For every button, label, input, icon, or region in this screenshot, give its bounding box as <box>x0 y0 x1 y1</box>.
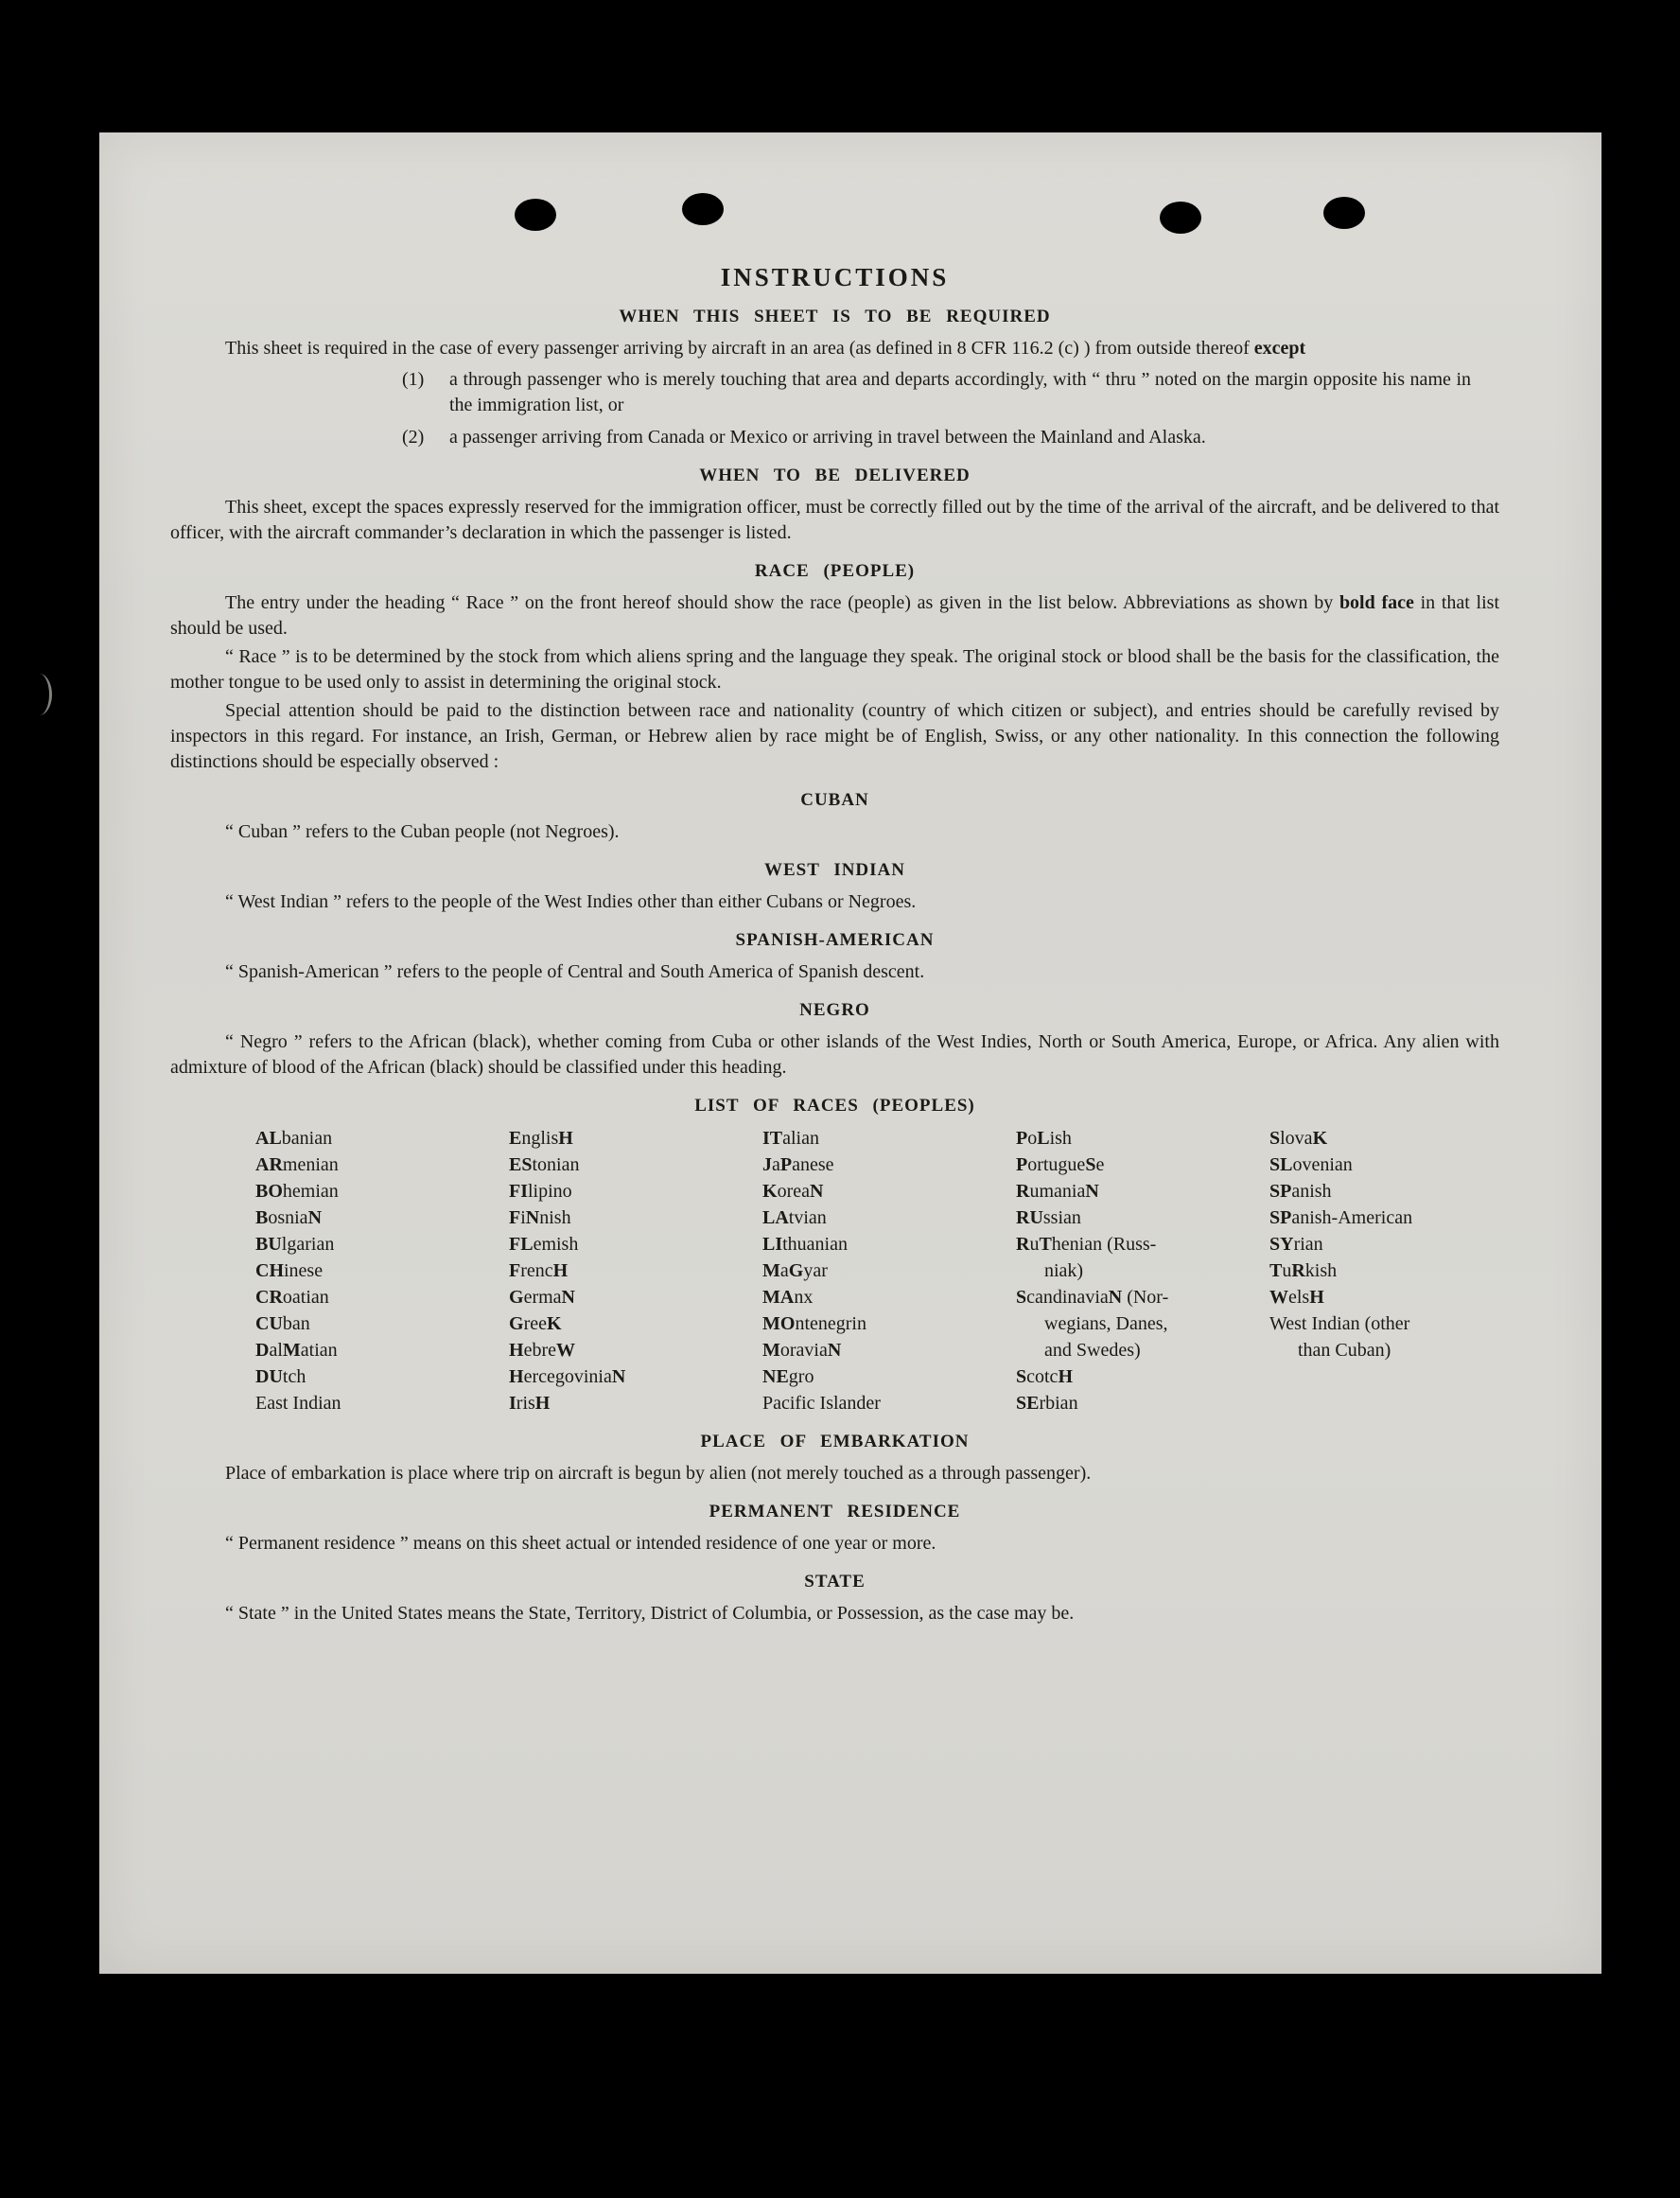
race-name-text: inese <box>284 1260 324 1281</box>
race-name-text: and Swedes) <box>1044 1340 1141 1361</box>
race-abbrev-letters: H <box>1309 1287 1324 1308</box>
race-name-text: nglis <box>521 1128 559 1149</box>
race-name-text: alian <box>782 1128 819 1149</box>
race-name-text: osnia <box>268 1207 308 1228</box>
race-name-text: renc <box>520 1260 553 1281</box>
race-name-text: u <box>1282 1260 1292 1281</box>
race-abbrev-letters: SP <box>1269 1207 1292 1228</box>
race-item <box>255 1257 509 1284</box>
race-item <box>1269 1125 1499 1152</box>
race-name-text: ebre <box>523 1340 556 1361</box>
race-abbrev-letters: SY <box>1269 1234 1294 1255</box>
race-abbrev-letters: BU <box>255 1234 282 1255</box>
race-name-text: tonian <box>532 1154 580 1175</box>
race-abbrev-letters: G <box>509 1287 524 1308</box>
race-abbrev-letters: N <box>525 1207 540 1228</box>
race-item <box>255 1284 509 1310</box>
paper-sheet <box>99 132 1601 1974</box>
race-abbrev-letters: MO <box>762 1313 796 1334</box>
race-name-text: ercegovinia <box>523 1366 612 1387</box>
race-item <box>1016 1152 1269 1178</box>
race-item <box>1269 1178 1499 1205</box>
race-item <box>509 1284 762 1310</box>
race-name-text: atian <box>300 1340 338 1361</box>
race-item <box>762 1231 1016 1257</box>
race-item <box>509 1178 762 1205</box>
race-name-text: anish <box>1291 1181 1332 1202</box>
race-item <box>1269 1257 1499 1284</box>
race-abbrev-letters: NE <box>762 1366 789 1387</box>
section-permanent-residence <box>170 1501 1499 1556</box>
race-abbrev-letters: S <box>1269 1128 1281 1149</box>
section-race-people <box>170 560 1499 775</box>
race-abbrev-letters: BO <box>255 1181 283 1202</box>
item-text: a through passenger who is merely touching that area and departs accordingly, with “ thru ” noted on the margin opposite his name in the immigration list, or <box>449 369 1471 415</box>
paragraph-when-required <box>170 336 1499 361</box>
race-item <box>1016 1284 1269 1310</box>
race-column <box>762 1125 1016 1416</box>
race-name-text: thuanian <box>782 1234 848 1255</box>
section-cuban <box>170 789 1499 845</box>
race-abbrev-letters: FL <box>509 1234 534 1255</box>
race-item <box>1269 1231 1499 1257</box>
exception-list <box>402 367 1471 450</box>
race-abbrev-letters: H <box>552 1260 569 1281</box>
paragraph-race-2: “ Race ” is to be determined by the stock from which aliens spring and the language they speak. The original stock or blood shall be the basis for the classification, the mother tongue to be used only to assist in determining the original stock. <box>170 646 1499 693</box>
paragraph-race-1 <box>170 590 1499 642</box>
race-abbrev-letters: DU <box>255 1366 283 1387</box>
paragraph-when-delivered: This sheet, except the spaces expressly reserved for the immigration officer, must be correctly filled out by the time of the arrival of the aircraft, and be delivered to that officer, with the aircraft commander’s declaration in which the passenger is listed. <box>170 497 1499 543</box>
race-abbrev-letters: S <box>1016 1287 1027 1308</box>
race-name-text: hemian <box>282 1181 339 1202</box>
race-abbrev-letters: J <box>762 1154 772 1175</box>
race-item <box>1269 1310 1499 1337</box>
race-name-text: ban <box>282 1313 310 1334</box>
race-name-text: Pacific Islander <box>762 1393 881 1414</box>
race-item <box>509 1363 762 1390</box>
race-item <box>1269 1284 1499 1310</box>
paragraph-text: The entry under the heading “ Race ” on the front hereof should show the race (people) as given in the list below. Abbreviations as shown by <box>225 592 1339 613</box>
race-name-text: West Indian (other <box>1269 1313 1410 1334</box>
race-item <box>255 1390 509 1416</box>
race-name-text: rian <box>1293 1234 1323 1255</box>
race-abbrev-letters: FI <box>509 1181 528 1202</box>
race-item <box>762 1257 1016 1284</box>
section-negro <box>170 999 1499 1081</box>
race-item <box>255 1363 509 1390</box>
section-heading-permanent-residence: PERMANENT RESIDENCE <box>709 1502 961 1521</box>
race-abbrev-letters: SL <box>1269 1154 1293 1175</box>
race-name-text: u <box>1029 1234 1040 1255</box>
punch-hole <box>682 193 724 225</box>
race-name-text: than Cuban) <box>1298 1340 1391 1361</box>
section-embarkation <box>170 1431 1499 1486</box>
race-name-text: a <box>779 1260 789 1281</box>
section-heading-spanish-american: SPANISH-AMERICAN <box>735 930 935 950</box>
race-abbrev-letters: S <box>1016 1366 1027 1387</box>
race-name-text: e <box>1095 1154 1105 1175</box>
race-item <box>762 1125 1016 1152</box>
section-heading-state: STATE <box>804 1572 866 1591</box>
item-number: (2) <box>402 427 425 448</box>
race-abbrev-letters: LI <box>762 1234 783 1255</box>
punch-hole <box>515 199 556 231</box>
race-name-text: ntenegrin <box>795 1313 866 1334</box>
race-item <box>762 1205 1016 1231</box>
section-heading-west-indian: WEST INDIAN <box>764 860 905 880</box>
race-name-text: henian (Russ- <box>1051 1234 1157 1255</box>
race-item <box>509 1125 762 1152</box>
race-item <box>255 1337 509 1363</box>
race-abbrev-letters: K <box>1312 1128 1328 1149</box>
race-item <box>509 1390 762 1416</box>
race-item <box>255 1205 509 1231</box>
race-abbrev-letters: T <box>1039 1234 1052 1255</box>
paragraph-state: “ State ” in the United States means the State, Territory, District of Columbia, or Possession, as the case may be. <box>225 1603 1075 1624</box>
race-name-text: oravia <box>779 1340 828 1361</box>
race-name-text: anish-American <box>1291 1207 1413 1228</box>
race-item <box>255 1231 509 1257</box>
race-name-text: o <box>1027 1128 1038 1149</box>
race-abbrev-letters: H <box>558 1128 573 1149</box>
race-item <box>1016 1257 1269 1284</box>
race-column <box>255 1125 509 1416</box>
paragraph-west-indian: “ West Indian ” refers to the people of the West Indies other than either Cubans or Negroes. <box>225 891 917 912</box>
section-state <box>170 1571 1499 1627</box>
paragraph-permanent-residence: “ Permanent residence ” means on this sheet actual or intended residence of one year or more. <box>225 1533 936 1554</box>
race-name-text: rbian <box>1039 1393 1078 1414</box>
race-abbrev-letters: T <box>1269 1260 1283 1281</box>
paragraph-race-3: Special attention should be paid to the distinction between race and nationality (country of which citizen or subject), and entries should be carefully revised by inspectors in this regard. For instance, an Irish, German, or Hebrew alien by race might be of English, Swiss, or any other nationality. In this connection the following distinctions should be especially observed : <box>170 700 1499 772</box>
race-item <box>762 1310 1016 1337</box>
race-name-text: ris <box>516 1393 535 1414</box>
race-abbrev-letters: F <box>509 1207 521 1228</box>
section-west-indian <box>170 859 1499 915</box>
race-name-text: i <box>520 1207 526 1228</box>
race-name-text: ree <box>523 1313 547 1334</box>
race-name-text: banian <box>281 1128 333 1149</box>
section-when-delivered <box>170 465 1499 546</box>
section-heading-embarkation: PLACE OF EMBARKATION <box>700 1432 970 1451</box>
section-when-required <box>170 306 1499 450</box>
race-item <box>762 1152 1016 1178</box>
race-abbrev-letters: P <box>1016 1154 1028 1175</box>
race-name-text: ish <box>1049 1128 1072 1149</box>
race-name-text: tch <box>282 1366 306 1387</box>
race-abbrev-letters: W <box>555 1340 575 1361</box>
race-abbrev-letters: SP <box>1269 1181 1292 1202</box>
race-name-text: al <box>269 1340 283 1361</box>
race-abbrev-letters: N <box>561 1287 575 1308</box>
section-heading-when-required: WHEN THIS SHEET IS TO BE REQUIRED <box>619 307 1051 326</box>
race-name-text: ovenian <box>1292 1154 1353 1175</box>
race-name-text: ssian <box>1042 1207 1081 1228</box>
race-abbrev-letters: RU <box>1016 1207 1043 1228</box>
race-name-text: nish <box>539 1207 571 1228</box>
paragraph-text: This sheet is required in the case of every passenger arriving by aircraft in an area (as defined in 8 CFR 116.2 (c) ) from outside thereof <box>225 338 1254 359</box>
instructions-content <box>170 238 1499 1629</box>
race-abbrev-letters: N <box>1085 1181 1099 1202</box>
race-name-text: umania <box>1029 1181 1086 1202</box>
race-abbrev-letters: P <box>1016 1128 1028 1149</box>
race-name-text: kish <box>1304 1260 1338 1281</box>
race-item <box>1016 1390 1269 1416</box>
race-item <box>762 1284 1016 1310</box>
race-abbrev-letters: CH <box>255 1260 284 1281</box>
race-abbrev-letters: E <box>509 1128 522 1149</box>
item-text: a passenger arriving from Canada or Mexico or arriving in travel between the Mainland and Alaska. <box>449 427 1206 448</box>
paragraph-bold-words: bold face <box>1339 592 1414 613</box>
race-item <box>762 1390 1016 1416</box>
item-number: (1) <box>402 369 425 390</box>
punch-hole <box>1160 202 1201 234</box>
page-title: INSTRUCTIONS <box>720 263 950 291</box>
race-item <box>509 1231 762 1257</box>
race-name-text: oatian <box>282 1287 329 1308</box>
list-item <box>402 425 1471 450</box>
race-abbrev-letters: K <box>762 1181 778 1202</box>
race-abbrev-letters: IT <box>762 1128 783 1149</box>
race-abbrev-letters: N <box>307 1207 323 1228</box>
race-item <box>1269 1337 1499 1363</box>
race-abbrev-letters: N <box>809 1181 824 1202</box>
section-heading-race-list: LIST OF RACES (PEOPLES) <box>694 1096 975 1116</box>
race-abbrev-letters: H <box>509 1340 524 1361</box>
race-abbrev-letters: M <box>762 1260 780 1281</box>
race-abbrev-letters: F <box>509 1260 521 1281</box>
race-abbrev-letters: K <box>546 1313 562 1334</box>
race-columns <box>255 1125 1499 1416</box>
race-name-text: candinavia <box>1026 1287 1109 1308</box>
race-abbrev-letters: H <box>534 1393 551 1414</box>
race-item <box>1016 1231 1269 1257</box>
race-abbrev-letters: L <box>1037 1128 1050 1149</box>
section-heading-race-people: RACE (PEOPLE) <box>754 561 916 581</box>
race-abbrev-letters: AL <box>255 1128 282 1149</box>
race-item <box>509 1310 762 1337</box>
race-item <box>1016 1178 1269 1205</box>
race-item <box>255 1310 509 1337</box>
race-name-text: yar <box>803 1260 828 1281</box>
section-heading-negro: NEGRO <box>799 1000 870 1020</box>
race-abbrev-letters: H <box>509 1366 524 1387</box>
race-column <box>509 1125 762 1416</box>
section-spanish-american <box>170 929 1499 985</box>
race-abbrev-letters: P <box>779 1154 793 1175</box>
race-name-text: a <box>772 1154 780 1175</box>
race-name-text: cotc <box>1026 1366 1059 1387</box>
race-name-text: lova <box>1280 1128 1313 1149</box>
race-abbrev-letters: CR <box>255 1287 283 1308</box>
race-abbrev-letters: H <box>1058 1366 1073 1387</box>
race-item <box>1016 1337 1269 1363</box>
race-item <box>762 1337 1016 1363</box>
race-name-text: anese <box>792 1154 834 1175</box>
race-name-text: emish <box>533 1234 579 1255</box>
list-item <box>402 367 1471 418</box>
race-abbrev-letters: G <box>509 1313 524 1334</box>
paragraph-bold-word: except <box>1253 338 1306 359</box>
paragraph-cuban: “ Cuban ” refers to the Cuban people (not Negroes). <box>225 821 620 842</box>
race-name-text: East Indian <box>255 1393 341 1414</box>
race-item <box>255 1152 509 1178</box>
race-item <box>1016 1310 1269 1337</box>
race-item <box>1016 1205 1269 1231</box>
race-name-text: niak) <box>1044 1260 1084 1281</box>
paragraph-spanish-american: “ Spanish-American ” refers to the people of Central and South America of Spanish descent. <box>225 961 925 982</box>
race-abbrev-letters: N <box>611 1366 626 1387</box>
punch-hole <box>1323 197 1365 229</box>
scan-artifact <box>26 674 52 715</box>
race-name-text: ortugue <box>1027 1154 1086 1175</box>
race-abbrev-letters: R <box>1016 1181 1030 1202</box>
race-name-text: tvian <box>788 1207 827 1228</box>
race-abbrev-letters: N <box>827 1340 842 1361</box>
race-column <box>1016 1125 1269 1416</box>
race-item <box>762 1178 1016 1205</box>
race-item <box>509 1152 762 1178</box>
race-abbrev-letters: ES <box>509 1154 533 1175</box>
race-item <box>509 1257 762 1284</box>
race-item <box>509 1337 762 1363</box>
race-abbrev-letters: W <box>1269 1287 1288 1308</box>
race-item <box>1269 1205 1499 1231</box>
race-name-text: orea <box>777 1181 810 1202</box>
race-name-text: nx <box>794 1287 814 1308</box>
race-item <box>1016 1363 1269 1390</box>
paragraph-text: in that list should be used. <box>170 592 1500 639</box>
race-abbrev-letters: D <box>255 1340 270 1361</box>
section-heading-when-delivered: WHEN TO BE DELIVERED <box>699 466 971 485</box>
race-abbrev-letters: N <box>1108 1287 1123 1308</box>
race-item <box>1016 1125 1269 1152</box>
race-name-text: gro <box>788 1366 814 1387</box>
race-abbrev-letters: MA <box>762 1287 795 1308</box>
race-column <box>1269 1125 1499 1416</box>
section-race-list <box>170 1095 1499 1416</box>
race-item <box>255 1125 509 1152</box>
paragraph-embarkation: Place of embarkation is place where trip on aircraft is begun by alien (not merely touched as a through passenger). <box>225 1463 1092 1484</box>
race-name-text: els <box>1288 1287 1310 1308</box>
race-abbrev-letters: LA <box>762 1207 789 1228</box>
race-abbrev-letters: G <box>788 1260 804 1281</box>
race-abbrev-letters: R <box>1291 1260 1305 1281</box>
race-abbrev-letters: AR <box>255 1154 283 1175</box>
race-abbrev-letters: I <box>509 1393 516 1414</box>
section-heading-cuban: CUBAN <box>800 790 869 810</box>
race-abbrev-letters: S <box>1085 1154 1096 1175</box>
race-item <box>762 1363 1016 1390</box>
race-abbrev-letters: CU <box>255 1313 283 1334</box>
race-item <box>1269 1152 1499 1178</box>
race-abbrev-letters: SE <box>1016 1393 1040 1414</box>
race-name-text: menian <box>282 1154 339 1175</box>
race-name-text: (Nor- <box>1122 1287 1169 1308</box>
race-abbrev-letters: B <box>255 1207 269 1228</box>
paragraph-negro: “ Negro ” refers to the African (black), whether coming from Cuba or other islands of the West Indies, North or South America, Europe, or Africa. Any alien with admixture of blood of the African (black) should be classified under this heading. <box>170 1031 1499 1078</box>
race-item <box>255 1178 509 1205</box>
race-name-text: lipino <box>528 1181 572 1202</box>
race-name-text: wegians, Danes, <box>1044 1313 1168 1334</box>
race-abbrev-letters: M <box>762 1340 780 1361</box>
race-name-text: lgarian <box>281 1234 335 1255</box>
race-name-text: erma <box>523 1287 562 1308</box>
race-item <box>509 1205 762 1231</box>
race-abbrev-letters: M <box>282 1340 301 1361</box>
race-abbrev-letters: R <box>1016 1234 1030 1255</box>
